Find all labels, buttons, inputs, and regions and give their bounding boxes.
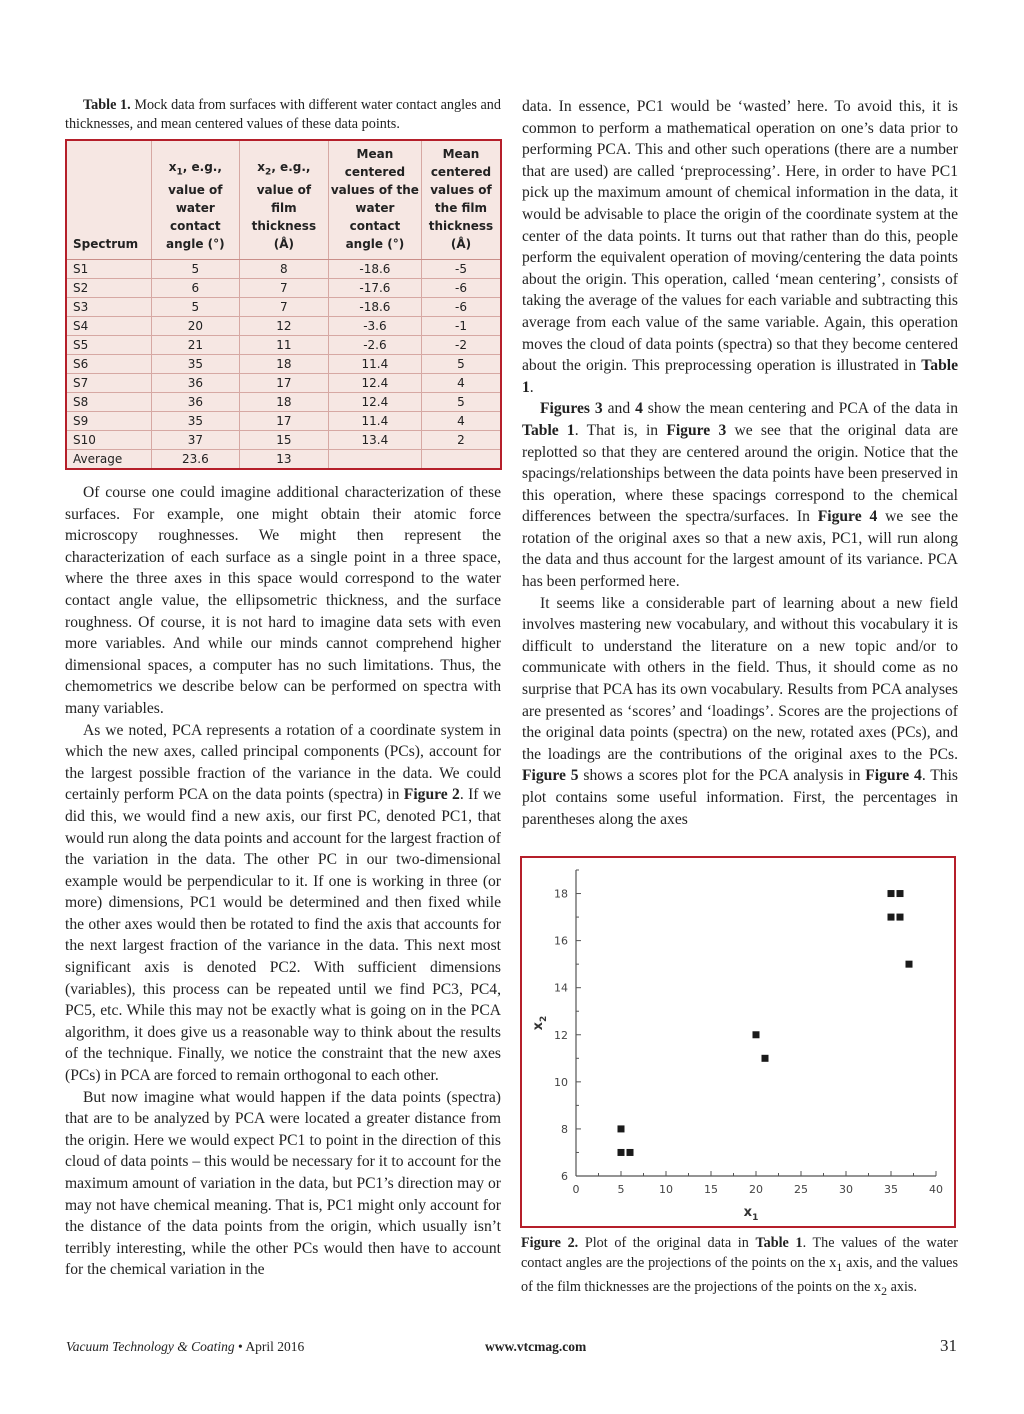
data-point: [897, 890, 904, 897]
left-paragraph-2: As we noted, PCA represents a rotation of a coordinate system in which the new axes, called principal components (PCs), account for the largest possible fraction of the variance in the data. We could certainly perform PCA on the data points (spectra) in Figure 2. If we did this, we would find a new axis, our first PC, denoted PC1, that would run along the data points and account for the largest fraction of the variation in the data. The other PC in our two-dimensional example would be perpendicular to it. If one is working in three (or more) dimensions, PC1 would be determined and then fixed while the other axes would then be rotated to find the axis that accounts for the next largest fraction of the variance in the data. This next most significant axis is denoted PC2. With sufficient dimensions (variables), this process can be repeated until we find PC3, PC4, PC5, etc. While this may not be exactly what is going on in the PCA algorithm, it does give us a reasonable way to think about the results of the technique. Finally, we notice the constraint that the new axes (PCs) in PCA are forced to remain orthogonal to each other.: [65, 721, 502, 1085]
data-point: [753, 1031, 760, 1038]
table-cell: S4: [66, 317, 151, 336]
table-cell: 18: [239, 355, 328, 374]
data-point: [762, 1055, 769, 1062]
col-header-x2: $x_2$, e.g., value of film thickness (Å): [239, 140, 328, 260]
table-row: [66, 317, 501, 336]
table-caption-text: Mock data from surfaces with different water contact angles and thicknesses, and mean centered values of these data points.: [65, 97, 501, 132]
table-cell: S2: [66, 279, 151, 298]
col-header-spectrum: Spectrum: [66, 140, 151, 260]
y-axis-label-sub: 2: [539, 1015, 549, 1022]
figure-2-box: [520, 856, 956, 1228]
x-tick-label: 40: [929, 1183, 943, 1196]
table-cell: 7: [239, 298, 328, 317]
table-cell: 8: [239, 260, 328, 279]
table-cell: 5: [151, 298, 239, 317]
table-row: [66, 431, 501, 450]
table-cell: -6: [421, 279, 501, 298]
right-column: [522, 96, 958, 830]
right-paragraph-1: data. In essence, PC1 would be ‘wasted’ here. To avoid this, it is common to perform a mathematical operation on one’s data prior to performing PCA. This and other such operations (there are a number that are used) are called ‘preprocessing’. Here, in order to have PC1 pick up the maximum amount of chemical information in the data, it would be advisable to place the origin of the coordinate system at the center of the data points. It turns out that rather than do this, people perform the equivalent operation of moving/centering the data points about the origin. This operation, called ‘mean centering’, consists of taking the average of the values for each variable and subtracting this average from each value of the same variable. Again, this operation moves the cloud of data points (spectra) so that they become centered about the origin. This preprocessing operation is illustrated in Table 1.: [522, 98, 958, 396]
table-cell: -1: [421, 317, 501, 336]
table-row: [66, 374, 501, 393]
footer-journal: Vacuum Technology & Coating • April 2016: [66, 1339, 305, 1354]
table-row: [66, 336, 501, 355]
y-tick-label: 8: [561, 1122, 568, 1136]
table-cell: 12.4: [328, 374, 421, 393]
x-tick-label: 15: [704, 1183, 718, 1196]
x-axis-label-sub: 1: [752, 1213, 759, 1223]
y-tick-label: 18: [554, 887, 568, 901]
table-row: [66, 412, 501, 431]
table-cell: 36: [151, 393, 239, 412]
figure-2-ref: Figure 2: [403, 786, 460, 804]
data-table: [65, 139, 502, 470]
table-cell: -3.6: [328, 317, 421, 336]
table-cell: S1: [66, 260, 151, 279]
x-axis-label: $x_1$: [743, 1205, 759, 1223]
footer-date: April 2016: [245, 1339, 305, 1354]
y-tick-label: 12: [554, 1028, 568, 1042]
table-cell: 36: [151, 374, 239, 393]
x-tick-label: 10: [659, 1183, 673, 1196]
table-average-row: [66, 450, 501, 470]
left-paragraph-1: Of course one could imagine additional characterization of these surfaces. For example, one might obtain their atomic force microscopy roughnesses. We might then represent the characterization of each surface as a single point in a three space, where the three axes in this space would correspond to the water contact angle value, the ellipsometric thickness, and the surface roughness. Of course, it is not hard to imagine data sets with even more variables. And while our minds cannot comprehend higher dimensional spaces, a computer has no such limitations. Thus, the chemometrics we describe below can be performed on spectra with many variables.: [65, 484, 501, 717]
data-point: [897, 914, 904, 921]
y-tick-label: 10: [554, 1075, 568, 1089]
table-cell: 5: [151, 260, 239, 279]
table-cell: S9: [66, 412, 151, 431]
table-caption: [65, 96, 501, 133]
table-1-ref: Table 1: [522, 357, 958, 396]
table-cell: 17: [239, 374, 328, 393]
table-cell: [421, 450, 501, 470]
table-cell: 12.4: [328, 393, 421, 412]
table-body: [66, 260, 501, 470]
col-header-x1: $x_1$, e.g., value of water contact angle (°): [151, 140, 239, 260]
data-point: [618, 1149, 625, 1156]
table-cell: 13.4: [328, 431, 421, 450]
table-cell: S8: [66, 393, 151, 412]
table-cell: -2.6: [328, 336, 421, 355]
col-header-mean-centered-thickness: Mean centered values of the film thickness (Å): [421, 140, 501, 260]
table-cell: S3: [66, 298, 151, 317]
table-cell: 5: [421, 393, 501, 412]
table-cell: -18.6: [328, 298, 421, 317]
table-cell: S10: [66, 431, 151, 450]
table-cell: S7: [66, 374, 151, 393]
right-paragraph-3: It seems like a considerable part of learning about a new field involves mastering new vocabulary, and without this vocabulary it is difficult to understand the literature on a new topic and/or to communicate with others in the field. Thus, it should come as no surprise that PCA has its own vocabulary. Results from PCA analyses are presented as ‘scores’ and ‘loadings’. Scores are the projections of the original data points (spectra) on the new, rotated axes (PCs), and the loadings are the contributions of the original axes to the PCs. Figure 5 shows a scores plot for the PCA analysis in Figure 4. This plot contains some useful information. First, the percentages in parentheses along the axes: [522, 594, 959, 828]
table-cell: 12: [239, 317, 328, 336]
x-tick-label: 30: [839, 1183, 853, 1196]
table-cell: S5: [66, 336, 151, 355]
table-cell: 5: [421, 355, 501, 374]
table-cell: -18.6: [328, 260, 421, 279]
data-point: [906, 961, 913, 968]
table-cell: -2: [421, 336, 501, 355]
table-cell: 4: [421, 412, 501, 431]
table-cell: 23.6: [151, 450, 239, 470]
data-point: [888, 914, 895, 921]
table-row: [66, 279, 501, 298]
table-cell: [328, 450, 421, 470]
table-cell: Average: [66, 450, 151, 470]
left-column: [65, 96, 501, 1281]
table-cell: 4: [421, 374, 501, 393]
table-cell: 35: [151, 355, 239, 374]
table-cell: 37: [151, 431, 239, 450]
table-header-row: [66, 140, 501, 260]
x-tick-label: 5: [617, 1183, 625, 1196]
left-paragraph-3: But now imagine what would happen if the data points (spectra) that are to be analyzed by PCA were located a greater distance from the origin. Here we would expect PC1 to point in the direction of this cloud of data points – this would be necessary for it to account for the maximum amount of variation in the data, but PC1’s direction may or may not have chemical meaning. That is, PC1 might only account for the distance of the data points from the origin, which usually isn’t terribly interesting, while the other PCs would then have to account for the chemical variation in the: [65, 1088, 501, 1279]
x-tick-label: 0: [572, 1183, 580, 1196]
table-cell: 21: [151, 336, 239, 355]
x-tick-label: 35: [884, 1183, 898, 1196]
table-cell: 13: [239, 450, 328, 470]
right-paragraph-2: Figures 3 and 4 show the mean centering and PCA of the data in Table 1. That is, in Figure 3 we see that the original data are replotted so that they are centered around the origin. Notice that the spacings/relationships between the data points have been preserved in this operation, where these spacings correspond to the chemical differences between the spectra/surfaces. In Figure 4 we see the rotation of the original axes so that a new axis, PC1, will run along the data and thus account for the largest amount of its variance. PCA has been performed here.: [522, 400, 959, 591]
y-tick-label: 6: [561, 1170, 568, 1183]
table-cell: S6: [66, 355, 151, 374]
table-cell: 15: [239, 431, 328, 450]
table-row: [66, 355, 501, 374]
table-caption-label: Table 1.: [83, 97, 131, 113]
table-cell: 11.4: [328, 355, 421, 374]
table-cell: -6: [421, 298, 501, 317]
data-point: [618, 1125, 625, 1132]
x-tick-label: 20: [749, 1183, 763, 1196]
table-cell: 11.4: [328, 412, 421, 431]
table-cell: 7: [239, 279, 328, 298]
data-point: [627, 1149, 634, 1156]
table-cell: 35: [151, 412, 239, 431]
table-row: [66, 393, 501, 412]
table-cell: -17.6: [328, 279, 421, 298]
col-header-mean-centered-angle: Mean centered values of the water contact angle (°): [328, 140, 421, 260]
table-row: [66, 260, 501, 279]
table-cell: 2: [421, 431, 501, 450]
table-row: [66, 298, 501, 317]
scatter-chart: [522, 858, 954, 1226]
table-cell: 18: [239, 393, 328, 412]
page-number: 31: [940, 1336, 957, 1355]
table-cell: 6: [151, 279, 239, 298]
table-cell: 11: [239, 336, 328, 355]
table-cell: -5: [421, 260, 501, 279]
x-tick-label: 25: [794, 1183, 808, 1196]
table-cell: 20: [151, 317, 239, 336]
footer-url: www.vtcmag.com: [485, 1339, 587, 1354]
y-tick-label: 16: [554, 934, 568, 948]
figure-2-caption: Figure 2. Plot of the original data in Table 1. The values of the water contact angles are the projections of the points on the $x_1$ axis, and the values of the film thicknesses are the projections of the points on the $x_2$ axis.: [521, 1235, 959, 1298]
table-cell: 17: [239, 412, 328, 431]
data-point: [888, 890, 895, 897]
y-axis-label: $x_2$: [531, 1015, 549, 1031]
y-tick-label: 14: [554, 981, 568, 995]
